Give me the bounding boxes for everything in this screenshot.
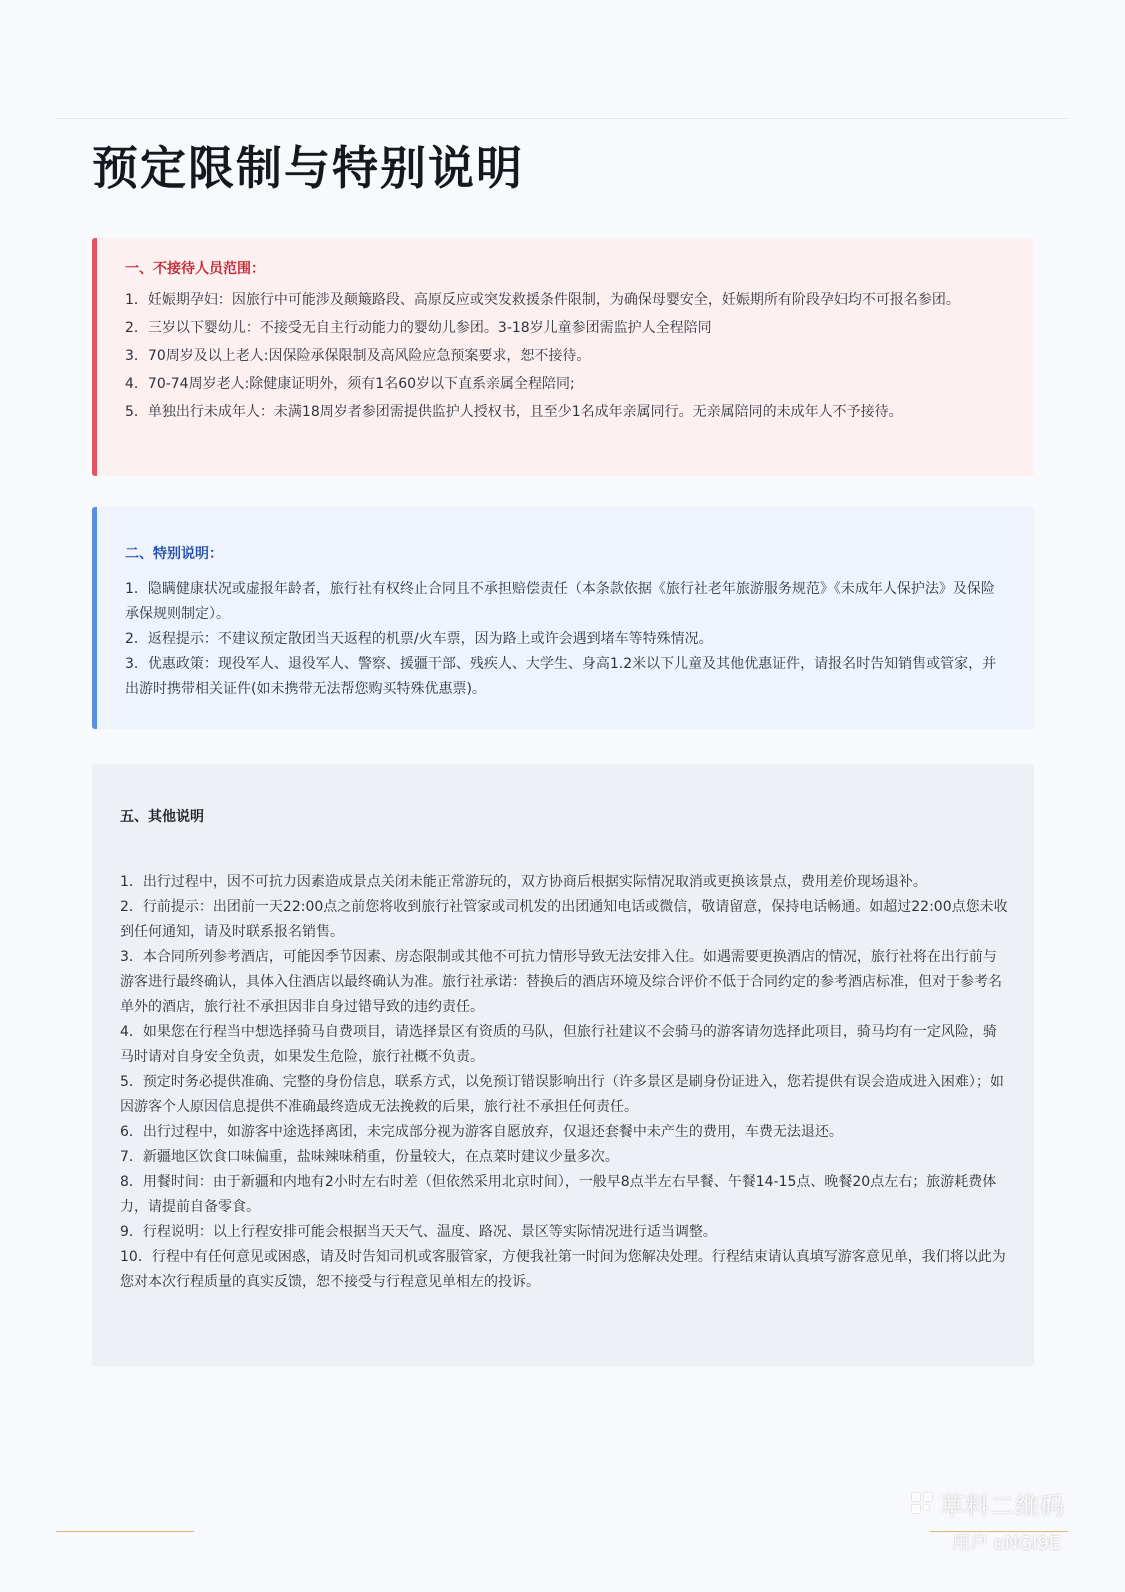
list-item: 7．新疆地区饮食口味偏重，盐味辣味稍重，份量较大，在点菜时建议少量多次。 xyxy=(120,1149,619,1165)
list-item: 9．行程说明：以上行程安排可能会根据当天天气、温度、路况、景区等实际情况进行适当调整。 xyxy=(120,1224,717,1240)
item-list xyxy=(125,286,1008,426)
list-item: 4．70-74周岁老人:除健康证明外，须有1名60岁以下直系亲属全程陪同; xyxy=(125,376,575,392)
item-list xyxy=(125,577,1008,702)
list-item: 2．三岁以下婴幼儿：不接受无自主行动能力的婴幼儿参团。3-18岁儿童参团需监护人全程陪同 xyxy=(125,320,712,336)
footer-divider-left xyxy=(56,1531,194,1532)
qr-code-icon xyxy=(912,1493,934,1515)
section-special-notes xyxy=(92,507,1034,729)
list-item: 10．行程中有任何意见或困惑，请及时告知司机或客服管家，方便我社第一时间为您解决处理。行程结束请认真填写游客意见单，我们将以此为您对本次行程质量的真实反馈，恕不接受与行程意见单相左的投诉。 xyxy=(120,1249,1006,1290)
list-item: 6．出行过程中，如游客中途选择离团，未完成部分视为游客自愿放弃，仅退还套餐中未产生的费用，车费无法退还。 xyxy=(120,1124,843,1140)
item-list xyxy=(120,870,1008,1295)
section-not-accepted xyxy=(92,238,1034,476)
watermark-brand: 草料二维码 xyxy=(940,1492,1065,1520)
list-item: 2．行前提示：出团前一天22:00点之前您将收到旅行社管家或司机发的出团通知电话或微信，敬请留意，保持电话畅通。如超过22:00点您未收到任何通知，请及时联系报名销售。 xyxy=(120,899,1008,940)
list-item: 3．70周岁及以上老人:因保险承保限制及高风险应急预案要求，恕不接待。 xyxy=(125,348,591,364)
list-item: 1．出行过程中，因不可抗力因素造成景点关闭未能正常游玩的，双方协商后根据实际情况取消或更换该景点，费用差价现场退补。 xyxy=(120,874,927,890)
list-item: 5．预定时务必提供准确、完整的身份信息，联系方式，以免预订错误影响出行（许多景区是刷身份证进入，您若提供有误会造成进入困难）；如因游客个人原因信息提供不准确最终造成无法挽救的后果，旅行社不承担任何责任。 xyxy=(120,1074,1004,1115)
page-title: 预定限制与特别说明 xyxy=(92,141,524,195)
list-item: 3．优惠政策：现役军人、退役军人、警察、援疆干部、残疾人、大学生、身高1.2米以下儿童及其他优惠证件，请报名时告知销售或管家，并出游时携带相关证件(如未携带无法帮您购买特殊优惠票)。 xyxy=(125,656,997,697)
list-item: 1．妊娠期孕妇：因旅行中可能涉及颠簸路段、高原反应或突发救援条件限制，为确保母婴安全，妊娠期所有阶段孕妇均不可报名参团。 xyxy=(125,292,960,308)
list-item: 5．单独出行未成年人：未满18周岁者参团需提供监护人授权书，且至少1名成年亲属同行。无亲属陪同的未成年人不予接待。 xyxy=(125,404,903,420)
watermark xyxy=(912,1486,1092,1555)
section-other-notes xyxy=(92,764,1034,1366)
section-heading: 二、特别说明： xyxy=(125,546,223,562)
section-heading: 一、不接待人员范围： xyxy=(125,261,265,277)
list-item: 3．本合同所列参考酒店，可能因季节因素、房态限制或其他不可抗力情形导致无法安排入住。如遇需要更换酒店的情况，旅行社将在出行前与游客进行最终确认，具体入住酒店以最终确认为准。旅行社承诺：替换后的酒店环境及综合评价不低于合同约定的参考酒店标准，但对于参考名单外的酒店，旅行社不承担因非自身过错导致的违约责任。 xyxy=(120,949,1002,1015)
top-divider xyxy=(56,118,1068,119)
list-item: 8．用餐时间：由于新疆和内地有2小时左右时差（但依然采用北京时间），一般早8点半左右早餐、午餐14-15点、晚餐20点左右；旅游耗费体力，请提前自备零食。 xyxy=(120,1174,997,1215)
list-item: 2．返程提示：不建议预定散团当天返程的机票/火车票，因为路上或许会遇到堵车等特殊情况。 xyxy=(125,631,713,647)
list-item: 1．隐瞒健康状况或虚报年龄者，旅行社有权终止合同且不承担赔偿责任（本条款依据《旅行社老年旅游服务规范》《未成年人保护法》及保险承保规则制定）。 xyxy=(125,581,995,622)
list-item: 4．如果您在行程当中想选择骑马自费项目，请选择景区有资质的马队，但旅行社建议不会骑马的游客请勿选择此项目，骑马均有一定风险，骑马时请对自身安全负责，如果发生危险，旅行社概不负责。 xyxy=(120,1024,997,1065)
watermark-user: 用户 oNGI9E xyxy=(952,1533,1061,1554)
section-heading: 五、其他说明 xyxy=(120,809,204,825)
